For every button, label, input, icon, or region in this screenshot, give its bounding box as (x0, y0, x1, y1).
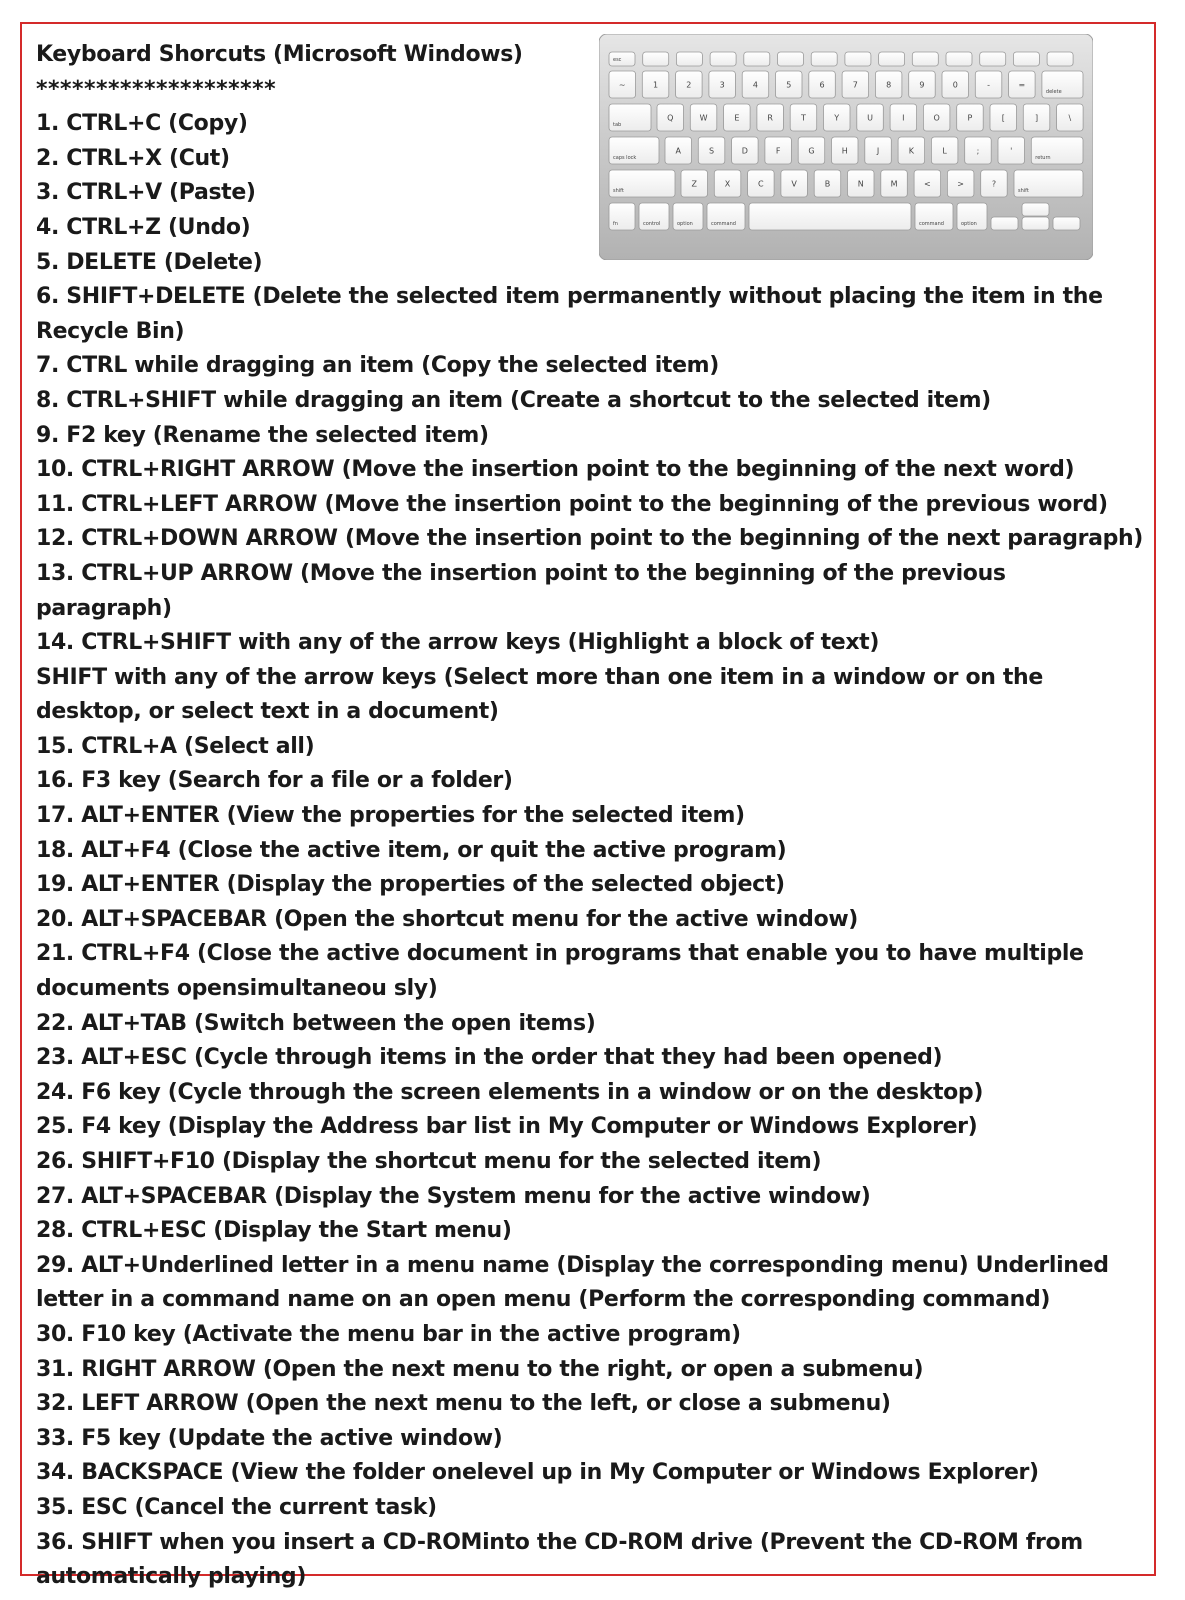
key-q-7 (890, 104, 917, 131)
svg-text:Q: Q (667, 113, 674, 123)
svg-text:J: J (876, 146, 880, 156)
shortcut-item: 16. F3 key (Search for a file or a folder) (36, 768, 513, 794)
shortcut-item: 9. F2 key (Rename the selected item) (36, 422, 489, 448)
key-q-5 (824, 104, 851, 131)
shortcut-item: 7. CTRL while dragging an item (Copy the selected item) (36, 353, 719, 379)
key-function-4 (744, 52, 770, 66)
shortcut-item: 24. F6 key (Cycle through the screen elements in a window or on the desktop) (36, 1079, 984, 1105)
svg-text:': ' (1010, 146, 1013, 156)
svg-text:shift: shift (613, 188, 624, 194)
key-function-2 (676, 52, 702, 66)
shortcut-item: 20. ALT+SPACEBAR (Open the shortcut menu for the active window) (36, 906, 859, 932)
key-option-right (957, 203, 987, 230)
shortcut-item: 14. CTRL+SHIFT with any of the arrow keys (Highlight a block of text) (36, 630, 880, 656)
key-a-9 (965, 137, 992, 164)
svg-text:;: ; (976, 146, 980, 156)
svg-text:P: P (967, 113, 973, 123)
shortcut-item: 15. CTRL+A (Select all) (36, 733, 315, 759)
key-arrow-up (1022, 203, 1049, 216)
shortcut-item: 10. CTRL+RIGHT ARROW (Move the insertion point to the beginning of the next word) (36, 457, 1075, 483)
shortcut-item: 27. ALT+SPACEBAR (Display the System menu for the active window) (36, 1183, 871, 1209)
shortcut-item: 22. ALT+TAB (Switch between the open items) (36, 1010, 596, 1036)
shortcut-item: 5. DELETE (Delete) (36, 249, 263, 275)
key-esc (609, 52, 635, 66)
key-num-7 (842, 71, 869, 98)
shortcut-item: 6. SHIFT+DELETE (Delete the selected item permanently without placing the item in the Recycle Bin) (36, 284, 1110, 344)
svg-text:8: 8 (886, 80, 892, 90)
shortcut-item: 35. ESC (Cancel the current task) (36, 1494, 437, 1520)
shortcut-item: SHIFT with any of the arrow keys (Select more than one item in a window or on the desktop, or select text in a document) (36, 664, 1051, 725)
key-z-9 (981, 170, 1008, 197)
svg-text:G: G (808, 146, 815, 156)
key-num-10 (942, 71, 969, 98)
svg-text:B: B (824, 179, 831, 189)
key-shift-right (1014, 170, 1083, 197)
svg-text:H: H (841, 146, 848, 156)
key-arrow-right (1053, 217, 1080, 230)
key-z-7 (914, 170, 941, 197)
shortcut-item: 19. ALT+ENTER (Display the properties of the selected object) (36, 872, 785, 898)
key-function-5 (778, 52, 804, 66)
shortcut-item: 25. F4 key (Display the Address bar list in My Computer or Windows Explorer) (36, 1114, 978, 1140)
svg-text:command: command (919, 221, 944, 227)
key-num-6 (809, 71, 836, 98)
key-z-0 (681, 170, 708, 197)
key-num-8 (875, 71, 902, 98)
svg-text:?: ? (991, 179, 997, 189)
key-q-6 (857, 104, 884, 131)
svg-text:9: 9 (919, 80, 925, 90)
svg-text:A: A (675, 146, 681, 156)
key-z-4 (814, 170, 841, 197)
svg-text:1: 1 (653, 80, 659, 90)
shortcut-item: 29. ALT+Underlined letter in a menu name (Display the corresponding menu) Underlined letter in a command name on an open menu (Perform the corresponding command) (36, 1252, 1116, 1313)
svg-text:W: W (699, 113, 708, 123)
key-num-9 (909, 71, 936, 98)
svg-text:2: 2 (686, 80, 692, 90)
shortcut-item: 2. CTRL+X (Cut) (36, 145, 230, 171)
key-q-1 (690, 104, 717, 131)
key-spacebar (749, 203, 911, 230)
shortcut-item: 21. CTRL+F4 (Close the active document in programs that enable you to have multiple documents opensimultaneou sly) (36, 941, 1091, 1002)
shortcut-item: 33. F5 key (Update the active window) (36, 1425, 503, 1451)
key-function-9 (912, 52, 938, 66)
key-a-3 (765, 137, 792, 164)
shortcut-item: 34. BACKSPACE (View the folder onelevel up in My Computer or Windows Explorer) (36, 1460, 1039, 1486)
shortcut-item: 18. ALT+F4 (Close the active item, or quit the active program) (36, 837, 787, 863)
shortcut-item: 3. CTRL+V (Paste) (36, 180, 256, 206)
svg-text:delete: delete (1045, 89, 1062, 95)
shortcut-item: 28. CTRL+ESC (Display the Start menu) (36, 1218, 512, 1244)
key-function-3 (710, 52, 736, 66)
key-function-7 (845, 52, 871, 66)
svg-text:~: ~ (618, 80, 626, 90)
shortcut-item: 23. ALT+ESC (Cycle through items in the order that they had been opened) (36, 1045, 943, 1071)
svg-text:V: V (791, 179, 797, 189)
key-option-left (673, 203, 703, 230)
key-function-11 (980, 52, 1006, 66)
shortcut-item: 12. CTRL+DOWN ARROW (Move the insertion point to the beginning of the next paragraph) (36, 526, 1143, 552)
shortcut-item: 1. CTRL+C (Copy) (36, 111, 248, 137)
key-z-8 (947, 170, 974, 197)
svg-text:I: I (902, 113, 905, 123)
key-z-1 (714, 170, 741, 197)
key-z-2 (748, 170, 775, 197)
key-q-2 (724, 104, 751, 131)
key-q-12 (1057, 104, 1084, 131)
key-q-9 (957, 104, 984, 131)
key-num-1 (642, 71, 669, 98)
shortcut-item: 36. SHIFT when you insert a CD-ROMinto the CD-ROM drive (Prevent the CD-ROM from automatically playing) (36, 1529, 1091, 1590)
svg-text:<: < (923, 179, 931, 189)
svg-text:control: control (643, 221, 661, 227)
svg-text:M: M (890, 179, 898, 189)
svg-text:[: [ (1001, 113, 1005, 123)
svg-text:C: C (758, 179, 764, 189)
svg-text:D: D (741, 146, 748, 156)
key-num-0 (609, 71, 636, 98)
svg-text:O: O (933, 113, 940, 123)
key-a-2 (732, 137, 759, 164)
svg-text:7: 7 (852, 80, 858, 90)
key-num-2 (676, 71, 703, 98)
svg-text:6: 6 (819, 80, 825, 90)
svg-text:L: L (942, 146, 947, 156)
key-z-6 (881, 170, 908, 197)
key-z-5 (848, 170, 875, 197)
svg-text:Y: Y (834, 113, 840, 123)
svg-text:>: > (957, 179, 965, 189)
key-a-1 (698, 137, 725, 164)
key-function-13 (1047, 52, 1073, 66)
shortcut-list (36, 107, 1146, 1595)
svg-text:E: E (734, 113, 740, 123)
key-a-0 (665, 137, 692, 164)
shortcut-item: 13. CTRL+UP ARROW (Move the insertion point to the beginning of the previous paragraph) (36, 560, 1013, 621)
key-caps-lock (609, 137, 659, 164)
svg-text:esc: esc (613, 57, 622, 63)
svg-text:shift: shift (1018, 188, 1029, 194)
svg-text:X: X (724, 179, 731, 189)
svg-text:3: 3 (719, 80, 725, 90)
shortcut-item: 30. F10 key (Activate the menu bar in the active program) (36, 1321, 741, 1347)
shortcut-item: 32. LEFT ARROW (Open the next menu to the left, or close a submenu) (36, 1391, 891, 1417)
svg-text:=: = (1018, 80, 1026, 90)
svg-text:]: ] (1034, 113, 1039, 123)
svg-text:4: 4 (752, 80, 758, 90)
shortcut-item: 8. CTRL+SHIFT while dragging an item (Create a shortcut to the selected item) (36, 387, 991, 413)
key-function-12 (1013, 52, 1039, 66)
key-a-4 (798, 137, 825, 164)
shortcut-item: 17. ALT+ENTER (View the properties for the selected item) (36, 803, 745, 829)
svg-text:0: 0 (952, 80, 958, 90)
key-num-5 (776, 71, 803, 98)
svg-text:F: F (775, 146, 781, 156)
key-a-7 (898, 137, 925, 164)
key-q-0 (657, 104, 684, 131)
key-function-6 (811, 52, 837, 66)
key-delete (1042, 71, 1083, 98)
key-q-10 (990, 104, 1017, 131)
key-function-10 (946, 52, 972, 66)
svg-text:-: - (987, 80, 990, 90)
key-command-right (915, 203, 953, 230)
svg-text:option: option (677, 221, 693, 227)
svg-text:\: \ (1068, 113, 1072, 123)
svg-text:K: K (908, 146, 914, 156)
svg-text:Z: Z (691, 179, 697, 189)
shortcut-item: 4. CTRL+Z (Undo) (36, 214, 251, 240)
page-title: Keyboard Shorcuts (Microsoft Windows) (36, 42, 523, 67)
key-command-left (707, 203, 745, 230)
svg-text:5: 5 (786, 80, 792, 90)
key-arrow-left (991, 217, 1018, 230)
key-num-12 (1009, 71, 1036, 98)
key-num-3 (709, 71, 736, 98)
key-function-1 (643, 52, 669, 66)
shortcut-list-content (36, 38, 1146, 1595)
key-q-11 (1023, 104, 1050, 131)
svg-text:R: R (767, 113, 773, 123)
svg-text:N: N (857, 179, 864, 189)
svg-text:return: return (1035, 155, 1051, 161)
key-control (639, 203, 669, 230)
title-separator: ******************** (36, 76, 277, 102)
svg-text:U: U (867, 113, 873, 123)
key-arrow-down (1022, 217, 1049, 230)
key-num-4 (742, 71, 769, 98)
shortcut-item: 31. RIGHT ARROW (Open the next menu to the right, or open a submenu) (36, 1356, 924, 1382)
shortcut-item: 26. SHIFT+F10 (Display the shortcut menu for the selected item) (36, 1149, 822, 1174)
svg-text:command: command (711, 221, 736, 227)
key-shift-left (609, 170, 675, 197)
key-z-3 (781, 170, 808, 197)
key-tab (609, 104, 651, 131)
key-a-10 (998, 137, 1025, 164)
keyboard-image (599, 34, 1093, 260)
svg-text:T: T (801, 113, 806, 123)
key-q-3 (757, 104, 784, 131)
key-q-4 (790, 104, 817, 131)
svg-text:fn: fn (613, 221, 618, 227)
svg-text:caps lock: caps lock (613, 155, 637, 161)
shortcut-item: 11. CTRL+LEFT ARROW (Move the insertion point to the beginning of the previous word) (36, 491, 1108, 517)
key-a-6 (865, 137, 892, 164)
key-q-8 (923, 104, 950, 131)
svg-text:S: S (709, 146, 715, 156)
document-frame (20, 22, 1156, 1590)
key-return (1031, 137, 1083, 164)
key-function-8 (879, 52, 905, 66)
key-a-5 (832, 137, 859, 164)
key-fn (609, 203, 635, 230)
svg-text:option: option (961, 221, 977, 227)
svg-text:tab: tab (613, 122, 622, 128)
key-num-11 (975, 71, 1002, 98)
key-a-8 (931, 137, 958, 164)
